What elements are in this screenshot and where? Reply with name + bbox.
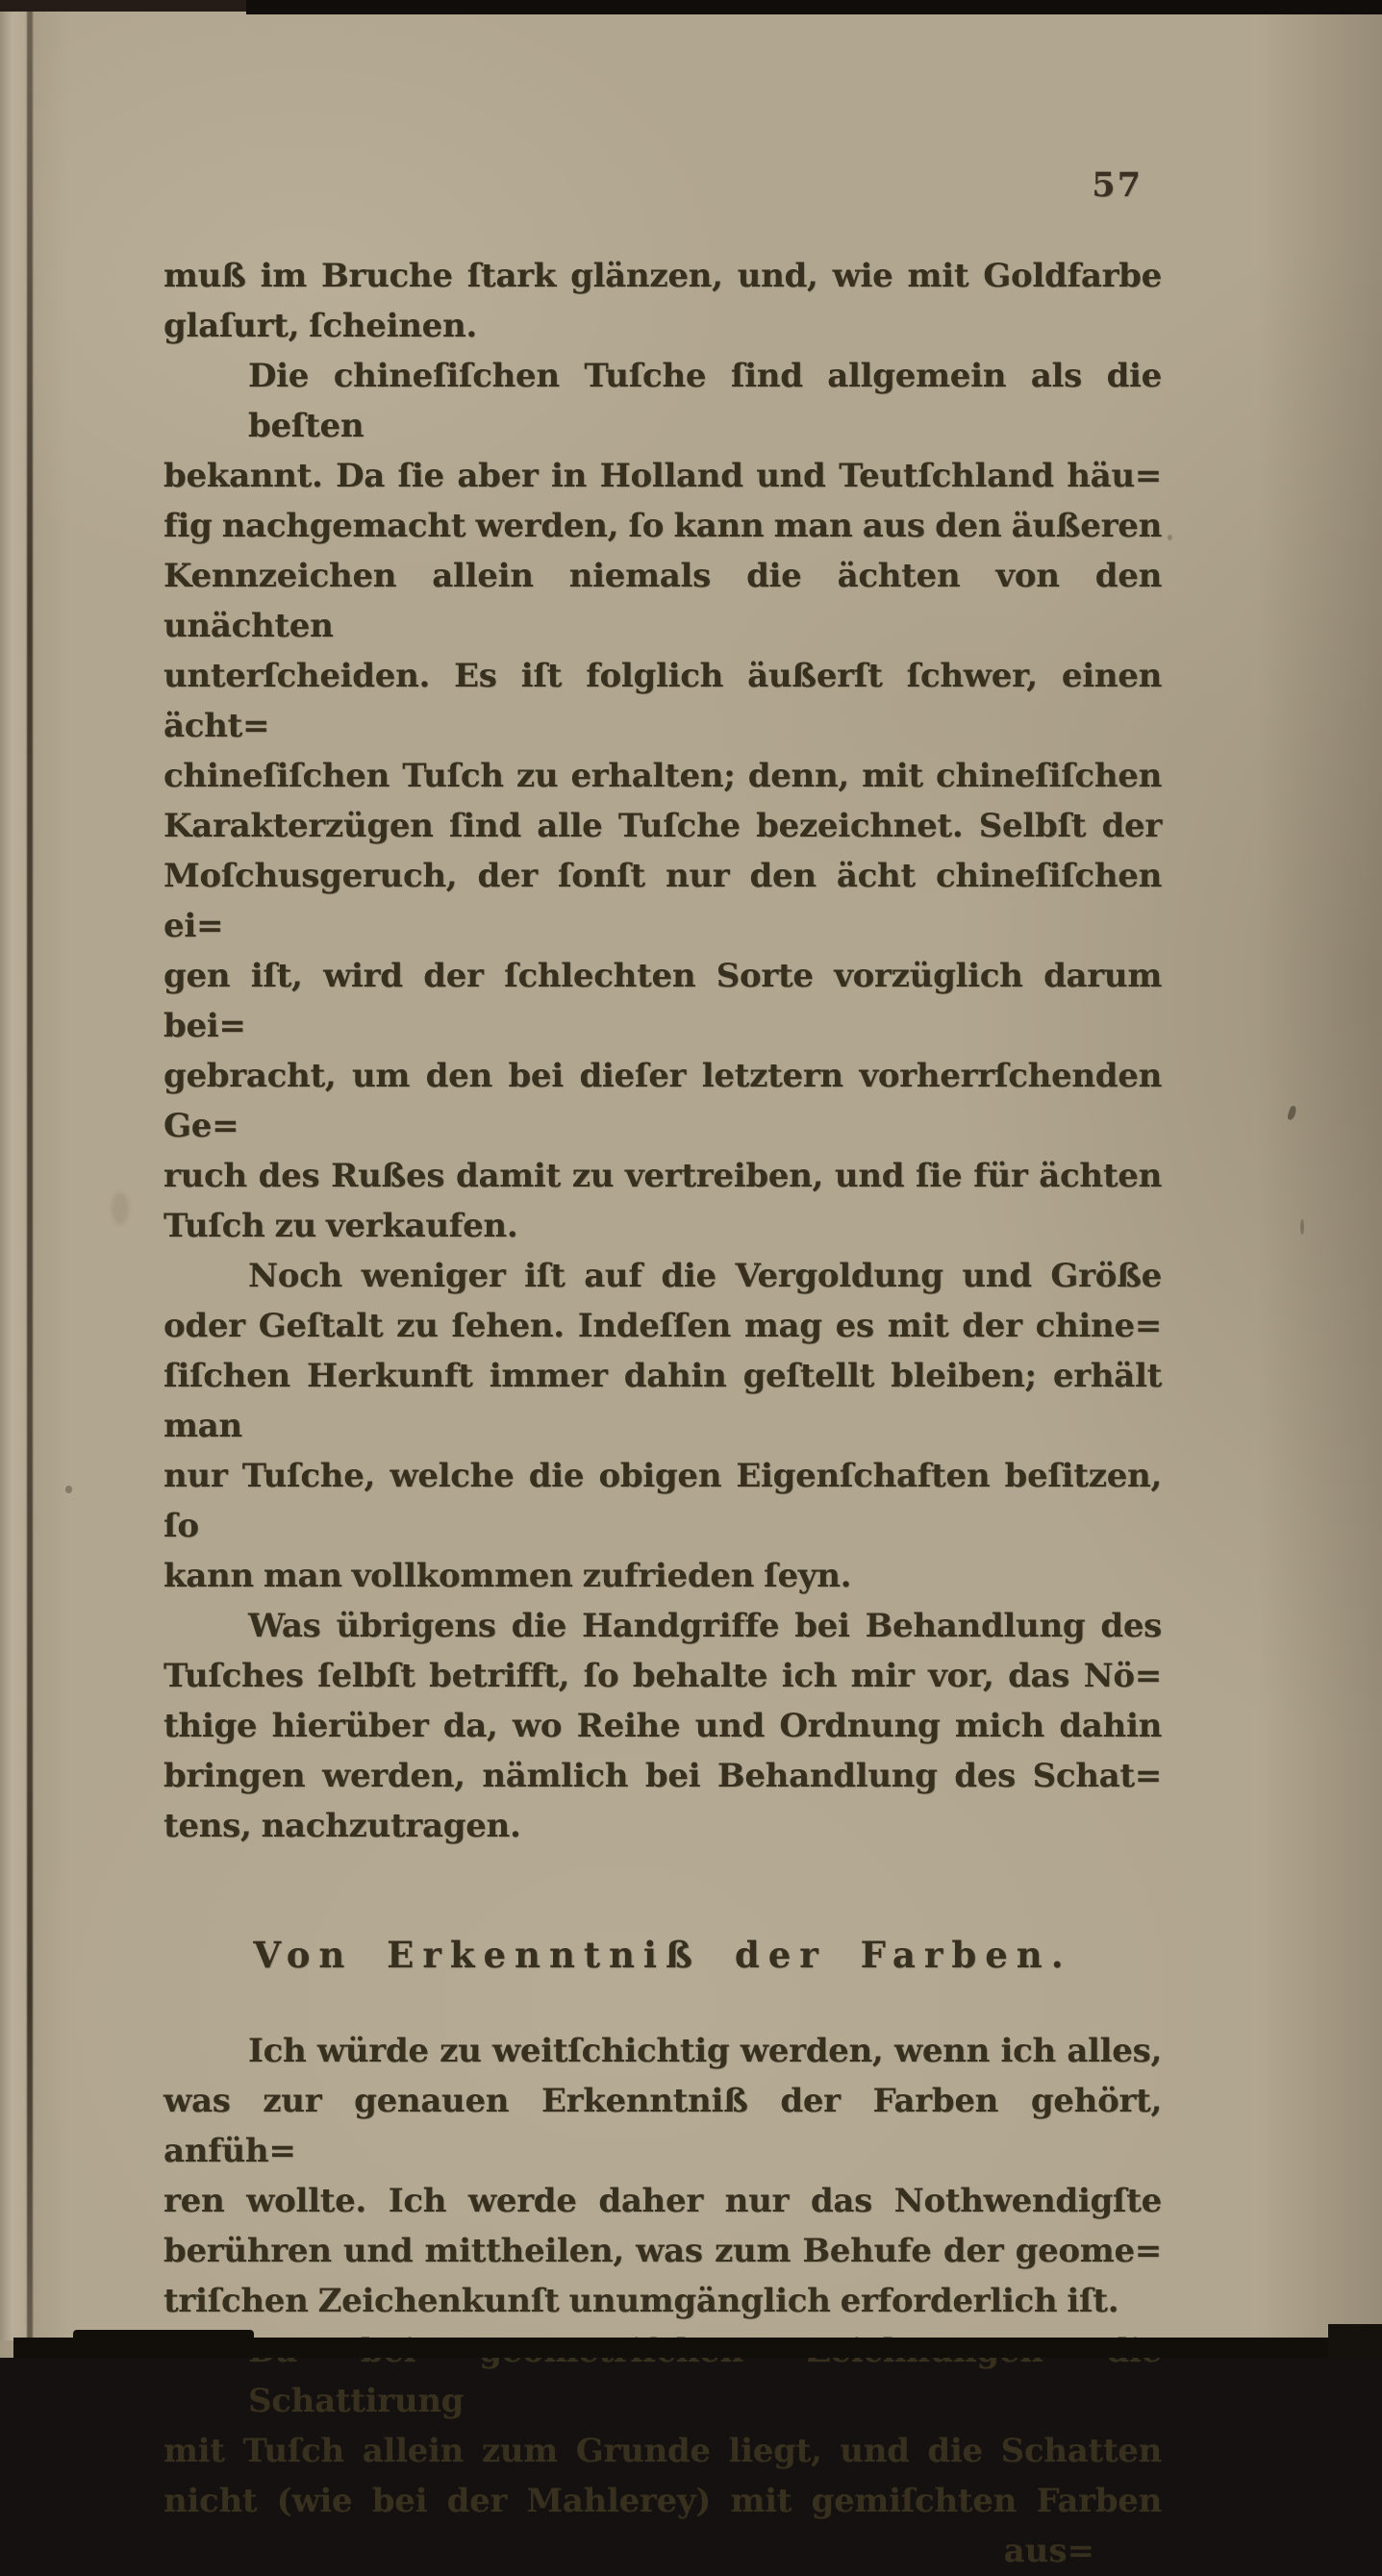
catchword: aus= bbox=[1003, 2532, 1094, 2570]
text-line: Karakterzügen ſind alle Tuſche bezeichnet. Selbſt der bbox=[163, 807, 1162, 845]
page-left-edge bbox=[0, 11, 27, 2340]
text-line: ruch des Rußes damit zu vertreiben, und ſie für ächten bbox=[163, 1157, 1162, 1195]
text-line: muß im Bruche ſtark glänzen, und, wie mit Goldfarbe bbox=[163, 257, 1162, 295]
text-line: Moſchusgeruch, der ſonſt nur den ächt chineſiſchen ei= bbox=[163, 857, 1162, 945]
paragraph bbox=[163, 351, 1162, 1251]
text-line: Tuſch zu verkaufen. bbox=[163, 1207, 518, 1245]
text-line: fig nachgemacht werden, ſo kann man aus den äußeren bbox=[163, 507, 1162, 545]
text-line: Noch weniger iſt auf die Vergoldung und Größe bbox=[248, 1257, 1162, 1295]
text-line: ſiſchen Herkunft immer dahin geſtellt bleiben; erhält man bbox=[163, 1357, 1162, 1445]
page-number: 57 bbox=[1092, 165, 1143, 205]
text-line: tens, nachzutragen. bbox=[163, 1807, 521, 1845]
text-line: was zur genauen Erkenntniß der Farben gehört, anfüh= bbox=[163, 2082, 1162, 2170]
scan-top-border-left bbox=[0, 0, 246, 12]
text-line: thige hierüber da, wo Reihe und Ordnung mich dahin bbox=[163, 1707, 1162, 1745]
ink-speck bbox=[1287, 1105, 1297, 1120]
text-line: bringen werden, nämlich bei Behandlung des Schat= bbox=[163, 1757, 1162, 1795]
text-line: Die chineſiſchen Tuſche ſind allgemein als die beſten bbox=[248, 357, 1162, 445]
ink-speck bbox=[1300, 1219, 1304, 1235]
page-fold-line bbox=[27, 11, 33, 2340]
paragraph bbox=[163, 2026, 1162, 2326]
text-line: mit Tuſch allein zum Grunde liegt, und die Schatten bbox=[163, 2432, 1162, 2470]
text-line: bekannt. Da ſie aber in Holland und Teutſchland häu= bbox=[163, 457, 1162, 495]
body-text bbox=[163, 251, 1162, 2526]
ink-speck bbox=[1168, 535, 1172, 540]
text-line: nur Tuſche, welche die obigen Eigenſchaften beſitzen, ſo bbox=[163, 1457, 1162, 1545]
text-line: Ich würde zu weitſchichtig werden, wenn ich alles, bbox=[248, 2032, 1162, 2070]
paragraph bbox=[163, 251, 1162, 351]
ink-speck bbox=[65, 1486, 72, 1493]
text-line: berühren und mittheilen, was zum Behufe der geome= bbox=[163, 2232, 1162, 2270]
text-line: Schattirung bbox=[248, 2382, 465, 2420]
scan-bottom-border-right bbox=[1328, 2324, 1382, 2358]
text-line: gebracht, um den bei dieſer letztern vorherrſchenden Ge= bbox=[163, 1057, 1162, 1145]
text-line: glaſurt, ſcheinen. bbox=[163, 307, 477, 345]
paragraph bbox=[163, 1601, 1162, 1851]
text-line: Tuſches ſelbſt betrifft, ſo behalte ich mir vor, das Nö= bbox=[163, 1657, 1162, 1695]
text-line: kann man vollkommen zufrieden ſeyn. bbox=[163, 1557, 852, 1595]
text-line: Kennzeichen allein niemals die ächten von den unächten bbox=[163, 557, 1162, 645]
text-line: gen iſt, wird der ſchlechten Sorte vorzüglich darum bei= bbox=[163, 957, 1162, 1045]
scan-bottom-border-step bbox=[73, 2330, 254, 2358]
page-text-block bbox=[163, 251, 1162, 2576]
text-line: nicht (wie bei der Mahlerey) mit gemiſchten Farben bbox=[163, 2482, 1162, 2520]
section-heading: Von Erkenntniß der Farben. bbox=[253, 1934, 1072, 1976]
paragraph bbox=[163, 1251, 1162, 1601]
text-line: ren wollte. Ich werde daher nur das Nothwendigſte bbox=[163, 2182, 1162, 2220]
text-line: chineſiſchen Tuſch zu erhalten; denn, mit chineſiſchen bbox=[163, 757, 1162, 795]
text-line: triſchen Zeichenkunſt unumgänglich erforderlich iſt. bbox=[163, 2282, 1119, 2320]
text-line: unterſcheiden. Es iſt folglich äußerſt ſchwer, einen ächt= bbox=[163, 657, 1162, 745]
text-line: Was übrigens die Handgriffe bei Behandlung des bbox=[248, 1607, 1162, 1645]
text-line: oder Geſtalt zu ſehen. Indeſſen mag es mit der chine= bbox=[163, 1307, 1162, 1345]
scan-top-border-right bbox=[246, 0, 1382, 14]
paper-smudge bbox=[112, 1192, 129, 1225]
